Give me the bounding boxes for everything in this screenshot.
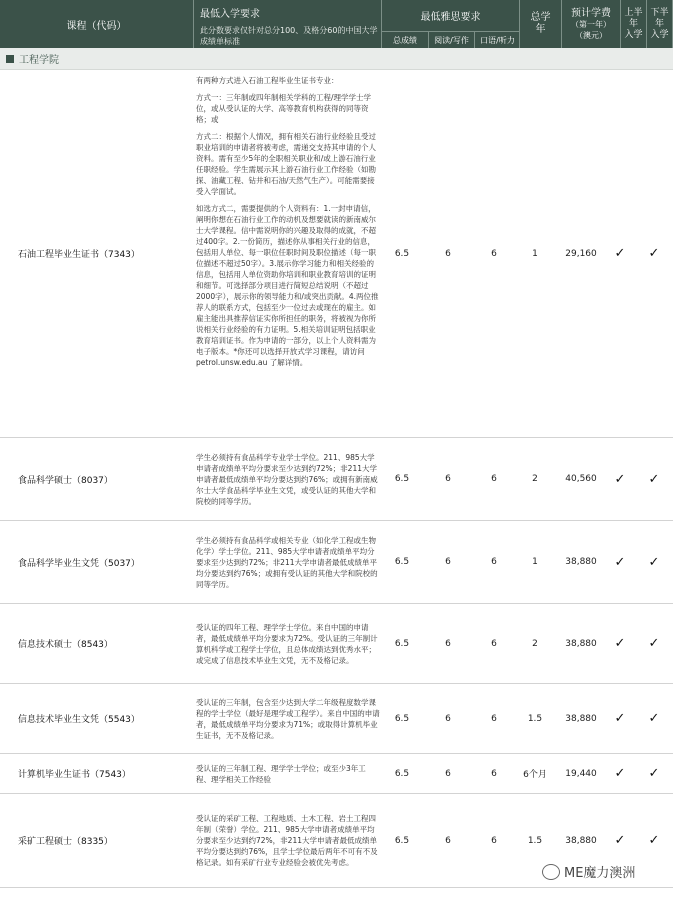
header-min-requirement-note: 此分数要求仅针对总分100、及格分60的中国大学成绩单标准 [200, 26, 378, 46]
total-years: 6个月 [523, 770, 547, 780]
ielts-listening-speaking: 6 [491, 713, 497, 724]
header-total-years: 总学 年 [520, 0, 562, 48]
ielts-reading-writing: 6 [445, 768, 451, 779]
table-row [0, 684, 673, 754]
table-row [0, 438, 673, 521]
total-years: 1 [532, 557, 538, 567]
header-ielts-total: 总成绩 [382, 31, 428, 48]
tuition-fee: 38,880 [565, 638, 597, 649]
ielts-listening-speaking: 6 [491, 557, 497, 567]
ielts-total: 6.5 [394, 557, 410, 567]
header-ielts [382, 0, 520, 48]
course-name: 食品科学硕士（8037） [18, 475, 113, 486]
tuition-fee: 38,880 [565, 835, 597, 846]
first-half-intake-check-icon: ✓ [614, 766, 626, 781]
first-half-intake-check-icon: ✓ [614, 636, 626, 651]
header-min-requirement-title: 最低入学要求 [200, 9, 260, 20]
entry-requirement [196, 521, 380, 603]
ielts-reading-writing: 6 [445, 835, 451, 846]
ielts-reading-writing: 6 [445, 713, 451, 724]
requirement-paragraph: 方式一：三年制或四年制相关学科的工程/理学学士学位，或从受认证的大学、高等教育机构获得的同等资格；或 [196, 93, 372, 124]
table-header [0, 0, 673, 48]
total-years: 1 [532, 248, 538, 259]
header-first-half-intake: 上半 年 入学 [621, 0, 647, 48]
ielts-reading-writing: 6 [445, 638, 451, 649]
table-row [0, 754, 673, 794]
requirement-paragraph: 受认证的三年制工程、理学学士学位；或至少3年工程、理学相关工作经验 [196, 763, 366, 784]
first-half-intake-check-icon: ✓ [614, 711, 626, 726]
ielts-reading-writing: 6 [445, 557, 451, 567]
second-half-intake-check-icon: ✓ [648, 246, 660, 261]
header-course: 课程（代码） [0, 0, 194, 48]
ielts-total: 6.5 [394, 638, 410, 649]
header-ielts-reading-writing: 阅读/写作 [428, 31, 474, 48]
second-half-intake-check-icon: ✓ [648, 766, 660, 781]
entry-requirement [196, 70, 380, 437]
course-name: 信息技术毕业生文凭（5543） [18, 715, 140, 725]
total-years: 1.5 [527, 713, 543, 724]
requirement-paragraph: 学生必须持有食品科学或相关专业（如化学工程或生物化学）学士学位。211、985大学申请者成绩单平均分要求至少达到约72%；非211大学申请者最低成绩单平均分要达到约76%；或拥有受认证的其他大学和院校的同等学历。 [196, 535, 378, 589]
table-row [0, 70, 673, 438]
table-row [0, 604, 673, 684]
first-half-intake-check-icon: ✓ [614, 833, 626, 848]
tuition-fee: 40,560 [565, 474, 597, 484]
watermark: ME魔力澳洲 [542, 862, 635, 881]
second-half-intake-check-icon: ✓ [648, 636, 660, 651]
ielts-listening-speaking: 6 [491, 835, 497, 846]
requirement-paragraph: 受认证的采矿工程、工程地质、土木工程、岩土工程四年制（荣誉）学位。211、985大学申请者成绩单平均分要求至少达到约72%，非211大学申请者最低成绩单平均分要达到约76%，且学士学位最后两年不可有不及格记录。如有采矿行业专业经验会被优先考虑。 [196, 814, 378, 867]
requirement-paragraph: 受认证的三年制，包含至少达到大学二年级程度数学课程的学士学位（最好是理学或工程学）。来自中国的申请者，最低成绩单平均分要求为71%；或取得计算机毕业生证书，无不及格记录。 [196, 697, 380, 740]
section-square-icon [6, 55, 14, 63]
total-years: 1.5 [527, 835, 543, 846]
header-ielts-title: 最低雅思要求 [420, 12, 481, 23]
ielts-total: 6.5 [394, 835, 410, 846]
requirement-paragraph: 如选方式二，需要提供的个人资料有：1.一封申请信，阐明你想在石油行业工作的动机及想要就读的新南威尔士大学课程。信中需说明你的兴趣及取得的成就，不超过400字。2.一份简历，描述你从事相关行业的信息，包括用人单位、每一职位任职时间及职位描述（每一职位描述不超过50字）。3.展示你学习能力和相关经验的信息，包括用人单位资助你培训和职业教育培训的证明和细节。可选择部分项目进行简短总结说明（不超过2000字），展示你的领导能力和/或突出贡献。4.两位推荐人的联系方式，包括至少一位过去或现在的雇主。如雇主能出具推荐信证实你所担任的职务，将被视为你所说相关行业经验的有力证明。5.相关培训证明包括职业教育培训证书。作为申请的一部分，以上个人资料需为电子版本。*你还可以选择开放式学习课程，请访问 petrol.unsw.edu.au 了解详情。 [196, 204, 379, 367]
header-ielts-listening-speaking: 口语/听力 [474, 31, 520, 48]
entry-requirement [196, 794, 380, 887]
requirement-paragraph: 受认证的四年工程、理学学士学位。来自中国的申请者，最低成绩单平均分要求为72%。受认证的三年制计算机科学或工程学士学位，且总体成绩达到优秀水平；或完成了信息技术毕业生文凭，无不及格记录。 [196, 622, 378, 665]
tuition-fee: 38,880 [565, 713, 597, 724]
first-half-intake-check-icon: ✓ [614, 554, 626, 570]
course-name: 采矿工程硕士（8335） [18, 837, 113, 847]
requirement-paragraph: 有两种方式进入石油工程毕业生证书专业： [196, 76, 339, 85]
course-name: 计算机毕业生证书（7543） [18, 770, 131, 780]
second-half-intake-check-icon: ✓ [648, 471, 660, 487]
ielts-listening-speaking: 6 [491, 474, 497, 484]
ielts-listening-speaking: 6 [491, 638, 497, 649]
total-years: 2 [532, 638, 538, 649]
ielts-reading-writing: 6 [445, 474, 451, 484]
first-half-intake-check-icon: ✓ [614, 471, 626, 487]
course-name: 石油工程毕业生证书（7343） [18, 250, 140, 260]
table-row [0, 521, 673, 604]
header-min-requirement [194, 0, 382, 48]
ielts-total: 6.5 [394, 768, 410, 779]
entry-requirement [196, 684, 380, 753]
ielts-total: 6.5 [394, 713, 410, 724]
requirement-paragraph: 学生必须持有食品科学专业学士学位。211、985大学申请者成绩单平均分要求至少达到约72%；非211大学申请者最低成绩单平均分要达到约76%；或拥有新南威尔士大学食品科学毕业生文凭，或受认证的其他大学和院校的同等学历。 [196, 452, 378, 506]
tuition-fee: 19,440 [565, 768, 597, 779]
wechat-icon [542, 864, 560, 880]
course-name: 食品科学毕业生文凭（5037） [18, 558, 140, 569]
header-tuition-fee: 预计学费 （第一年） （澳元） [562, 0, 621, 48]
ielts-total: 6.5 [394, 248, 410, 259]
tuition-fee: 29,160 [565, 248, 597, 259]
second-half-intake-check-icon: ✓ [648, 554, 660, 570]
first-half-intake-check-icon: ✓ [614, 246, 626, 261]
requirement-paragraph: 方式二：根据个人情况，拥有相关石油行业经验且受过职业培训的申请者将被考虑，需递交支持其申请的个人资料。需有至少5年的全职相关职业和/或上游石油行业任职经验。学生需展示其上游石油行业工作经验（如勘探、油藏工程、钻井和石油/天然气生产）。可能需要接受入学面试。 [196, 132, 376, 196]
second-half-intake-check-icon: ✓ [648, 833, 660, 848]
header-second-half-intake: 下半 年 入学 [647, 0, 673, 48]
entry-requirement [196, 754, 380, 793]
entry-requirement [196, 438, 380, 520]
faculty-section-bar [0, 48, 673, 70]
ielts-reading-writing: 6 [445, 248, 451, 259]
total-years: 2 [532, 474, 538, 484]
course-name: 信息技术硕士（8543） [18, 640, 113, 650]
tuition-fee: 38,880 [565, 557, 597, 567]
ielts-listening-speaking: 6 [491, 768, 497, 779]
entry-requirement [196, 604, 380, 683]
second-half-intake-check-icon: ✓ [648, 711, 660, 726]
ielts-listening-speaking: 6 [491, 248, 497, 259]
faculty-label: 工程学院 [19, 55, 59, 66]
ielts-total: 6.5 [394, 474, 410, 484]
